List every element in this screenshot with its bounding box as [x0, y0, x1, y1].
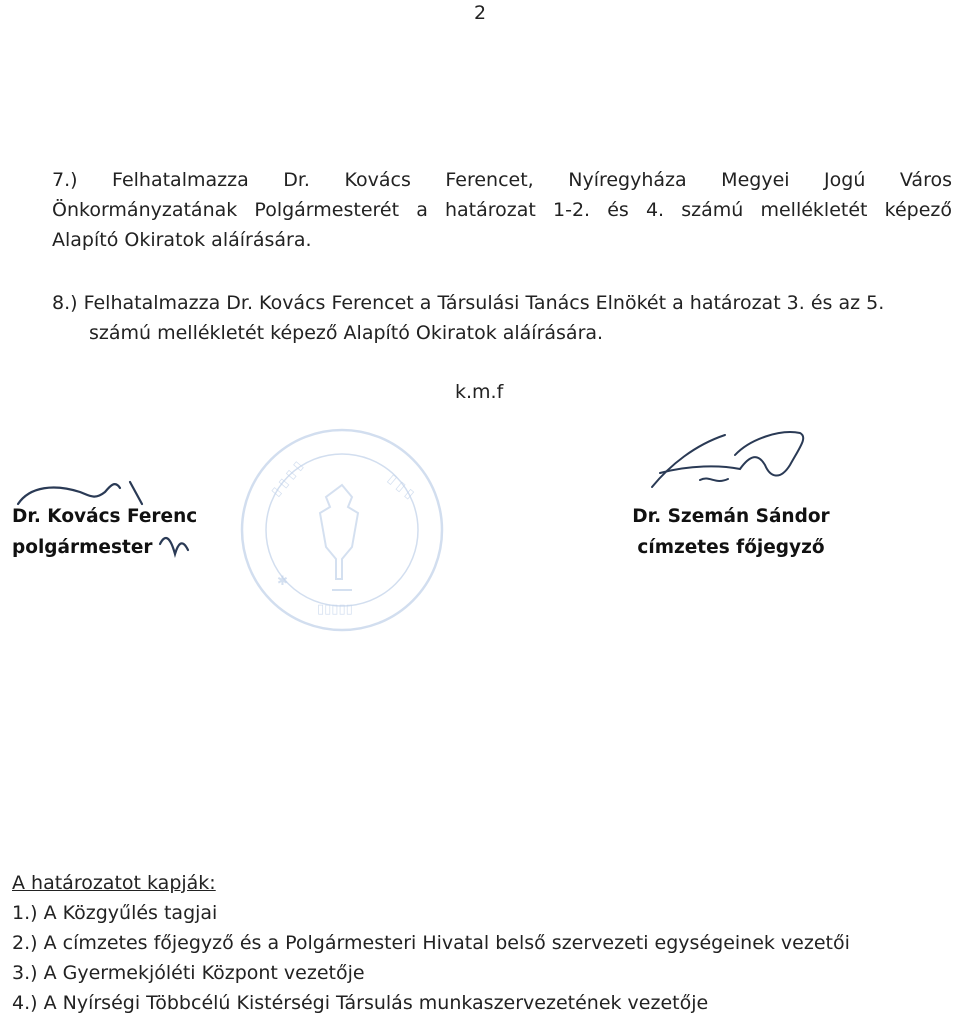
- page-number: 2: [473, 2, 487, 24]
- paragraph-7: [52, 165, 952, 255]
- signatory-left: [12, 501, 197, 563]
- list-item: 1.) A Közgyűlés tagjai: [12, 902, 218, 924]
- paragraph-7-line-1: 7.) Felhatalmazza Dr. Kovács Ferencet, Nyíregyháza Megyei Jogú Város: [52, 169, 952, 191]
- signatory-left-title: polgármester: [12, 537, 153, 558]
- paragraph-8: [52, 288, 952, 348]
- signatory-left-name: Dr. Kovács Ferenc: [12, 506, 198, 527]
- paragraph-7-line-3: Alapító Okiratok aláírására.: [52, 229, 312, 251]
- signature-szeman: [640, 425, 820, 505]
- paragraph-8-line-1: 8.) Felhatalmazza Dr. Kovács Ferencet a Társulási Tanács Elnökét a határozat 3. és az 5.: [52, 292, 885, 314]
- list-item: 2.) A címzetes főjegyző és a Polgármesteri Hivatal belső szervezeti egységeinek vezetői: [12, 932, 850, 954]
- paragraph-7-line-2: Önkormányzatának Polgármesterét a határozat 1-2. és 4. számú mellékletét képező: [52, 199, 952, 221]
- signatory-right-name: Dr. Szemán Sándor: [632, 506, 830, 527]
- svg-text:▯▯▯▯▯: ▯▯▯▯▯: [317, 602, 353, 617]
- paragraph-8-line-2: számú mellékletét képező Alapító Okiratok aláírására.: [89, 322, 604, 344]
- svg-text:✱: ✱: [277, 574, 288, 589]
- kmf-note: k.m.f: [455, 381, 504, 403]
- signatory-right: [626, 501, 836, 563]
- recipients-list: [12, 898, 850, 1018]
- list-item: 3.) A Gyermekjóléti Központ vezetője: [12, 962, 365, 984]
- recipients-heading: A határozatot kapják:: [12, 872, 216, 894]
- svg-text:▯ ▯ ▯ ▯: ▯ ▯ ▯ ▯: [268, 458, 307, 500]
- recipients-section: [12, 868, 850, 1018]
- svg-text:▯ ▯ ▯: ▯ ▯ ▯: [384, 471, 417, 503]
- signatory-right-title: címzetes főjegyző: [637, 537, 825, 558]
- official-stamp: [237, 425, 447, 635]
- list-item: 4.) A Nyírségi Többcélú Kistérségi Társulás munkaszervezetének vezetője: [12, 992, 709, 1014]
